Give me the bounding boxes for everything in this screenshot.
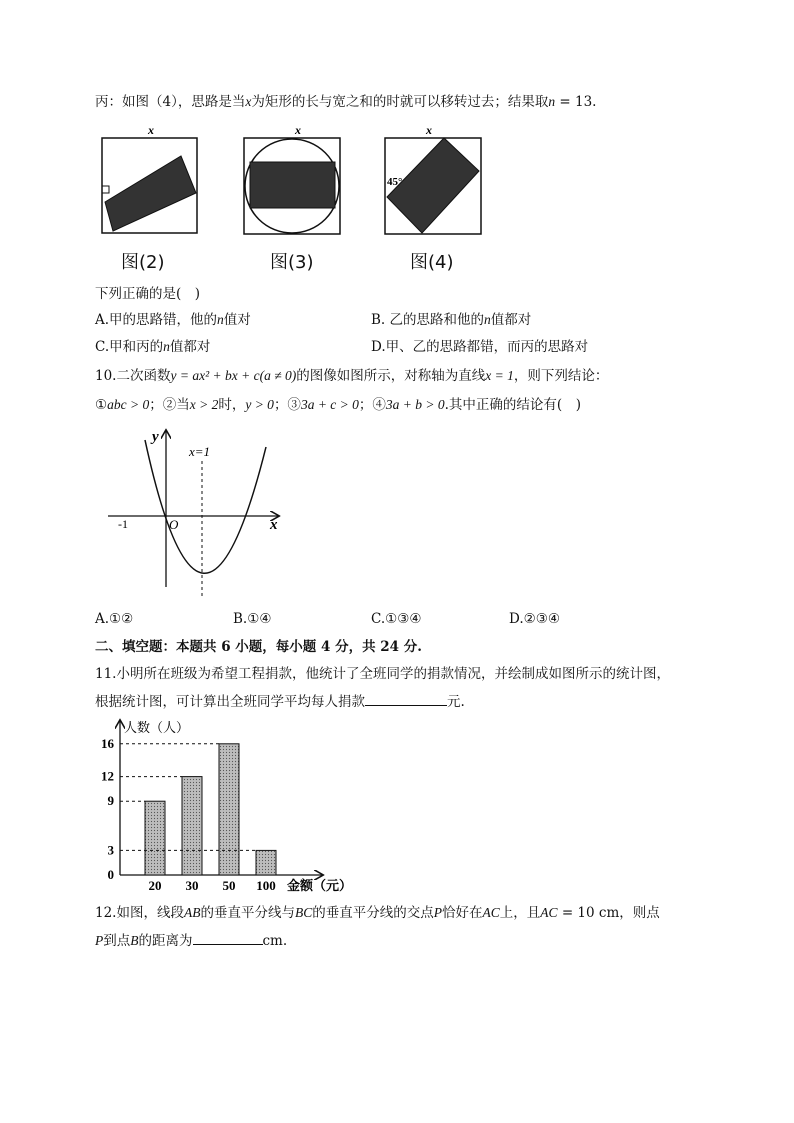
bar-20	[145, 801, 165, 875]
math: P	[95, 933, 104, 948]
text: ；④	[358, 397, 386, 413]
text: B. 乙的思路和他的	[371, 312, 485, 328]
chart-x-label: 金额（元）	[287, 878, 353, 893]
symmetry-axis-label: x=1	[189, 444, 211, 459]
y-tick-12: 12	[101, 768, 114, 784]
math: AB	[183, 905, 201, 920]
text: 12.如图，线段	[95, 905, 184, 921]
math-n: n	[484, 312, 491, 327]
q12-line2	[95, 930, 287, 951]
y-tick-16: 16	[101, 735, 114, 751]
text: 到点	[103, 933, 131, 949]
math: x > 2	[189, 397, 219, 412]
q10-option-b: B.①④	[233, 611, 272, 627]
text: A.甲的思路错，他的	[95, 312, 218, 328]
x-tick-50: 50	[222, 878, 236, 893]
q9-option-a	[95, 310, 251, 330]
x-axis-label: x	[270, 517, 278, 533]
text: 值对	[223, 312, 251, 328]
fig4-x-label: x	[426, 123, 432, 137]
math: B	[130, 933, 139, 948]
chart-y-label: 人数（人）	[124, 720, 190, 735]
q10-stem	[95, 366, 608, 386]
text: 的距离为	[138, 933, 193, 949]
math-axis: x = 1	[485, 368, 514, 383]
math-n: n	[163, 339, 170, 354]
q10-conclusions	[95, 395, 581, 415]
y-axis-label: y	[152, 429, 159, 445]
q11-line2	[95, 691, 465, 712]
caption-fig2: 图(2)	[121, 252, 165, 273]
text: C.甲和丙的	[95, 339, 164, 355]
answer-blank[interactable]	[193, 930, 263, 945]
text: 的垂直平分线的交点	[312, 905, 434, 921]
math: 3a + c > 0	[300, 397, 359, 412]
y-tick-9: 9	[107, 793, 114, 809]
neg-one-label: -1	[118, 517, 128, 531]
q12-line1	[95, 903, 660, 923]
math: P	[433, 905, 442, 920]
x-tick-100: 100	[256, 878, 276, 893]
text: 恰好在	[442, 905, 483, 921]
y-tick-3: 3	[107, 842, 114, 858]
caption-fig4: 图(4)	[410, 252, 454, 273]
bar-chart	[90, 715, 370, 895]
text: 时，	[218, 397, 246, 413]
q10-option-d: D.②③④	[509, 611, 560, 627]
text: .其中正确的结论有( )	[444, 397, 581, 413]
text: 10.二次函数	[95, 368, 171, 384]
text: 值都对	[169, 339, 211, 355]
text: ①	[95, 397, 108, 413]
q11-line1: 11.小明所在班级为希望工程捐款，他统计了全班同学的捐款情况，并绘制成如图所示的统计图，	[95, 666, 670, 682]
fig4-angle-label: 45°	[387, 176, 403, 188]
q10-option-c: C.①③④	[371, 611, 422, 627]
math: abc > 0	[107, 397, 150, 412]
q9-option-d: D.甲、乙的思路都错，而丙的思路对	[371, 339, 589, 355]
text: 为矩形的长与宽之和的时就可以移转过去；结果取	[251, 94, 549, 110]
text: cm.	[262, 933, 288, 949]
q9-bing-line	[95, 92, 596, 112]
bar-50	[219, 744, 239, 875]
text: 丙：如图（4），思路是当	[95, 94, 246, 110]
math-function: y = ax² + bx + c(a ≠ 0)	[170, 368, 297, 383]
x-tick-30: 30	[185, 878, 199, 893]
figures-2-3-4	[95, 120, 515, 245]
fig2-rectangle	[105, 156, 196, 231]
text: ；③	[273, 397, 301, 413]
parabola-graph	[100, 425, 290, 600]
caption-fig3: 图(3)	[270, 252, 314, 273]
text: ，则下列结论：	[513, 368, 609, 384]
fig3-x-label: x	[295, 123, 301, 137]
text: 元.	[447, 694, 465, 710]
text: 的垂直平分线与	[200, 905, 295, 921]
text: = 10 cm，则点	[557, 905, 660, 921]
y-tick-0: 0	[107, 867, 114, 882]
q9-option-c	[95, 337, 210, 357]
math: 3a + b > 0	[385, 397, 445, 412]
text: 的图像如图所示，对称轴为直线	[296, 368, 486, 384]
q10-option-a: A.①②	[95, 611, 134, 627]
bar-30	[182, 777, 202, 875]
q9-option-b	[371, 310, 531, 330]
answer-blank[interactable]	[365, 691, 447, 706]
text: 上，且	[499, 905, 541, 921]
fig3-rectangle	[250, 162, 335, 208]
text: ；②当	[149, 397, 190, 413]
fig2-x-label: x	[148, 123, 154, 137]
parabola-curve	[145, 440, 266, 573]
math: BC	[294, 905, 313, 920]
math: y > 0	[245, 397, 274, 412]
text: = 13.	[555, 94, 597, 110]
section-2-heading: 二、填空题：本题共 6 小题，每小题 4 分，共 24 分.	[95, 639, 422, 655]
origin-label: O	[169, 517, 179, 532]
math-x: x	[245, 94, 252, 109]
math: AC	[540, 905, 558, 920]
fig2-right-angle	[102, 186, 109, 193]
math-n: n	[217, 312, 224, 327]
text: 根据统计图，可计算出全班同学平均每人捐款	[95, 694, 365, 710]
q9-question: 下列正确的是( )	[95, 286, 201, 302]
x-tick-20: 20	[148, 878, 162, 893]
math-n: n	[548, 94, 556, 109]
bar-100	[256, 850, 276, 875]
math: AC	[482, 905, 500, 920]
text: 值都对	[490, 312, 532, 328]
